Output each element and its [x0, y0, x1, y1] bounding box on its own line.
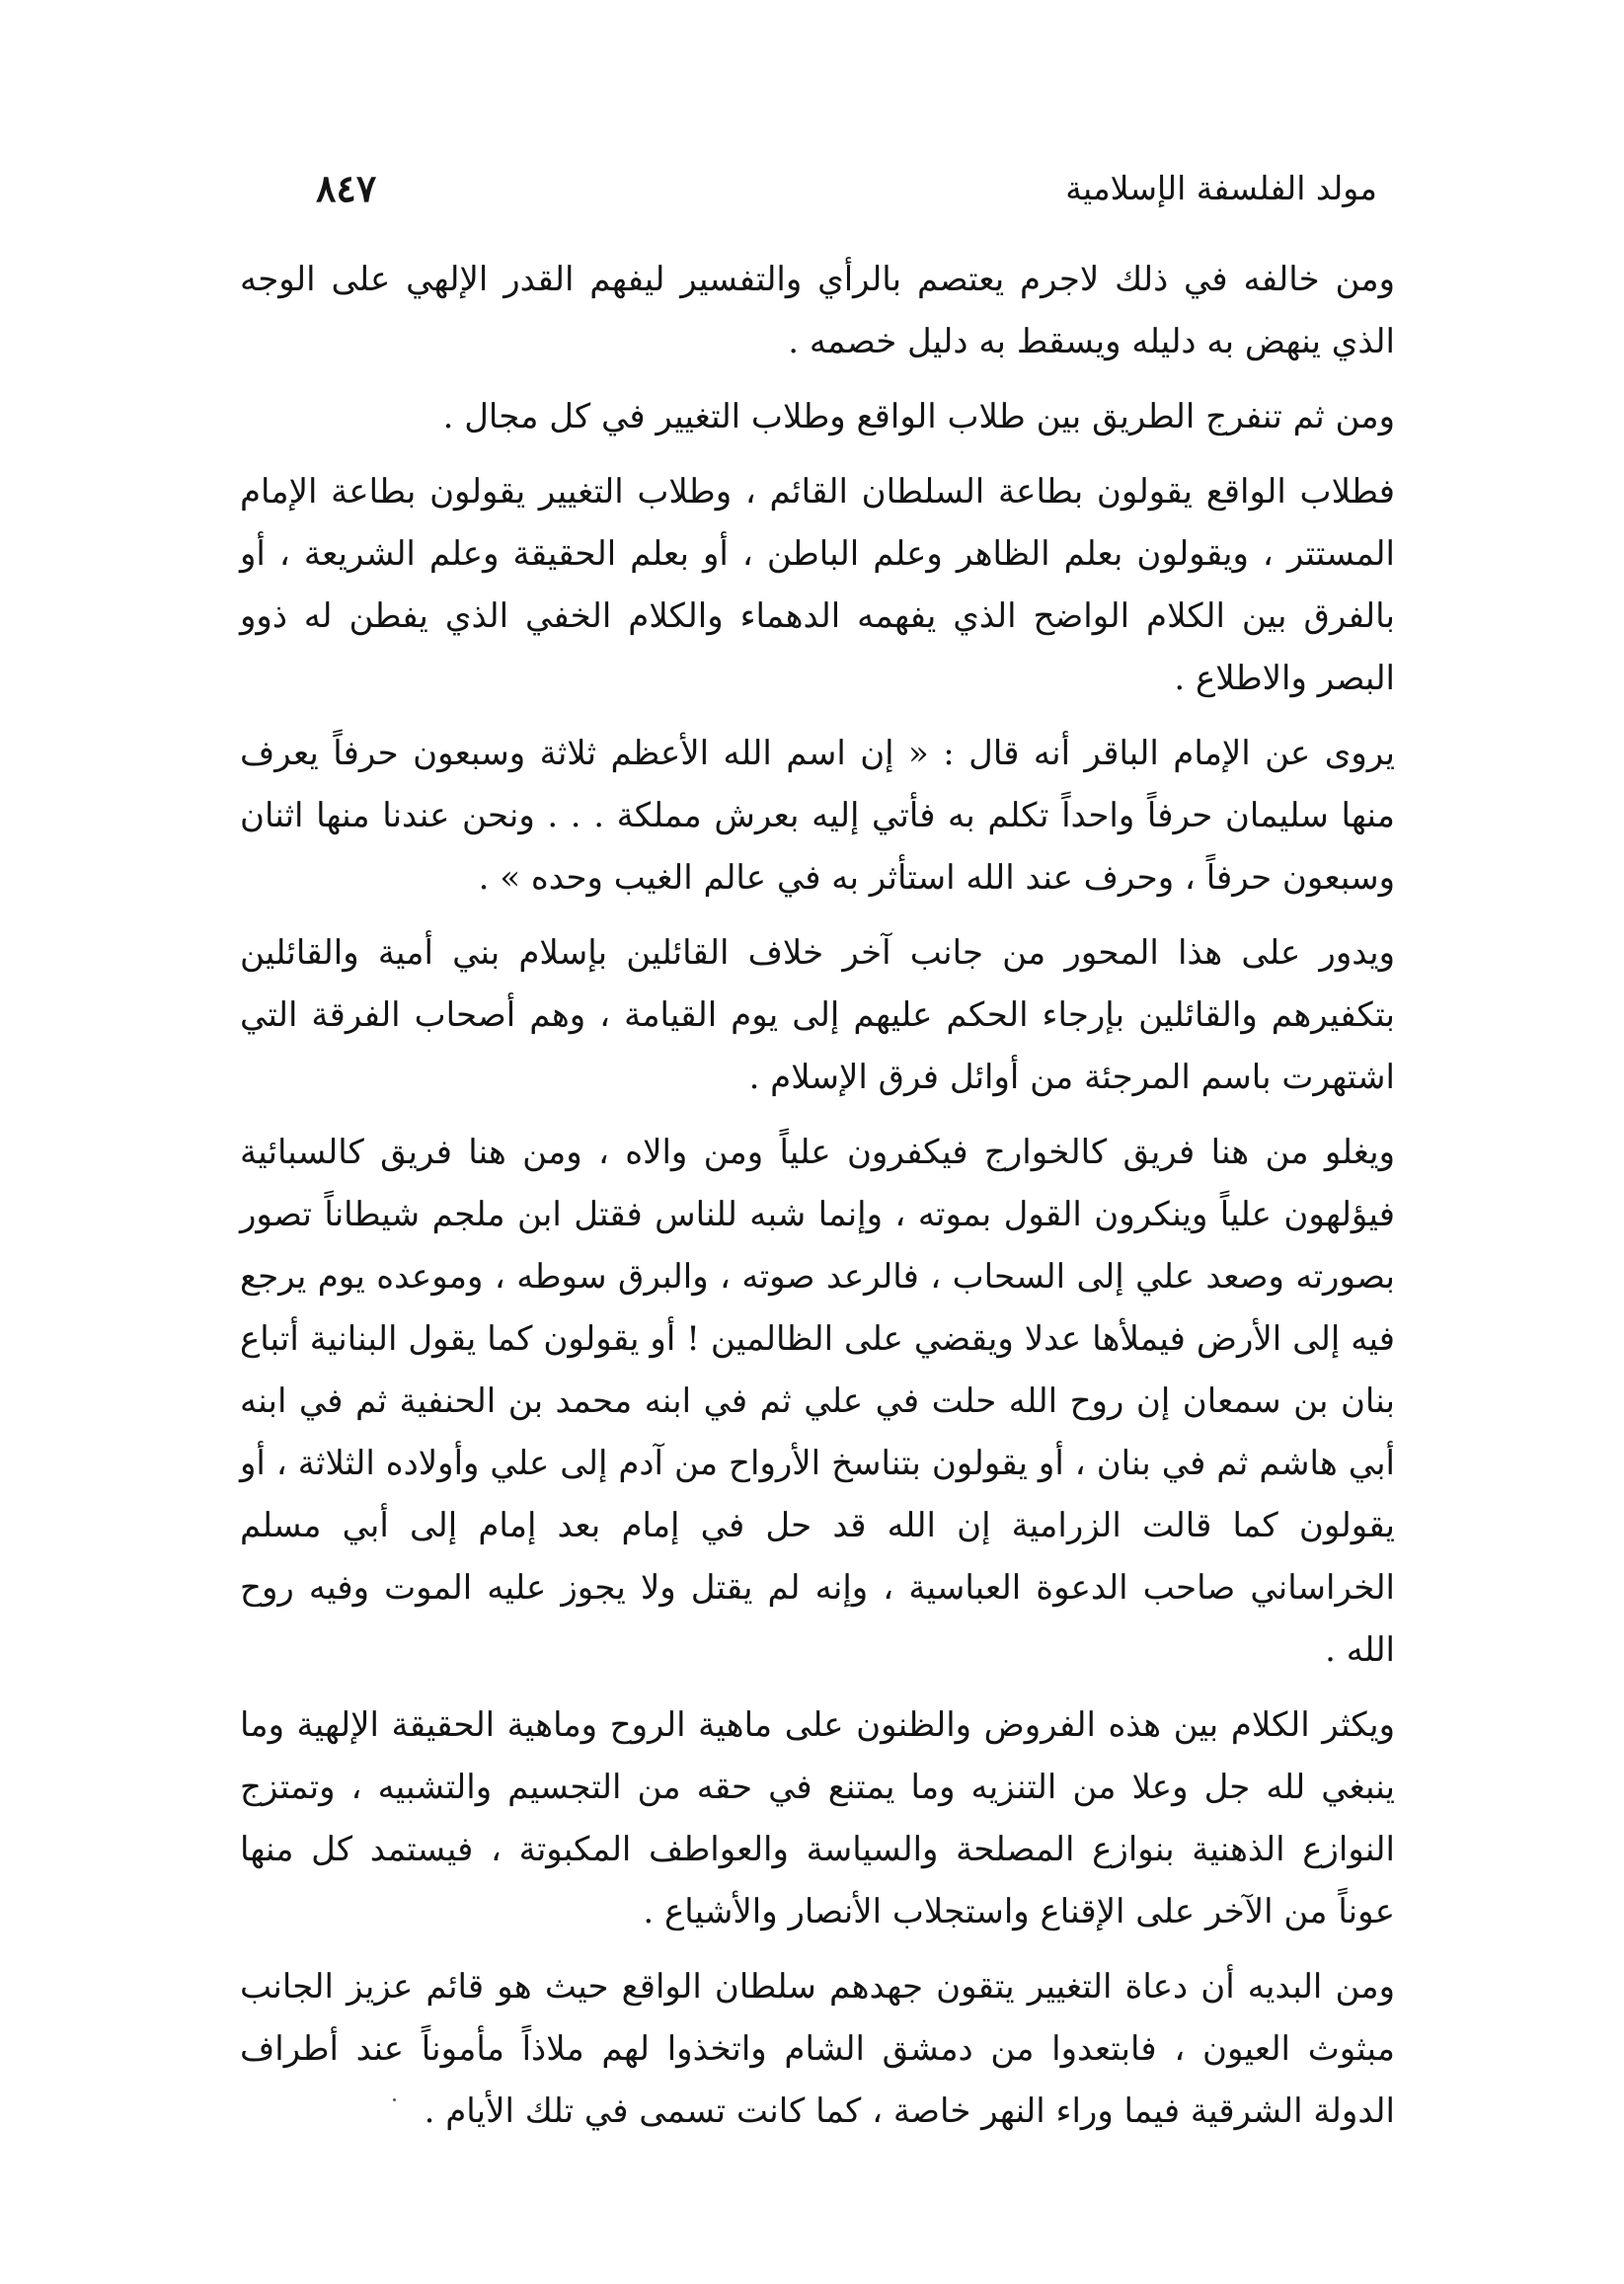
running-title: مولد الفلسفة الإسلامية — [1065, 168, 1377, 207]
paragraph: ومن خالفه في ذلك لاجرم يعتصم بالرأي والتفسير ليفهم القدر الإلهي على الوجه الذي ينهض به دليله ويسقط به دليل خصمه . — [240, 260, 1395, 361]
page-number: ٨٤٧ — [316, 165, 377, 210]
running-header — [316, 158, 1377, 217]
paragraph: ويدور على هذا المحور من جانب آخر خلاف القائلين بإسلام بني أمية والقائلين بتكفيرهم والقائلين بإرجاء الحكم عليهم إلى يوم القيامة ، وهم أصحاب الفرقة التي اشتهرت باسم المرجئة من أوائل فرق الإسلام . — [240, 933, 1395, 1097]
paragraph: ومن البديه أن دعاة التغيير يتقون جهدهم سلطان الواقع حيث هو قائم عزيز الجانب مبثوث العيون ، فابتعدوا من دمشق الشام واتخذوا لهم ملاذاً مأموناً عند أطراف الدولة الشرقية فيما وراء النهر خاصة ، كما كانت تسمى في تلك الأيام . — [240, 1967, 1395, 2131]
body-text — [240, 249, 1395, 2156]
paragraph: ومن ثم تنفرج الطريق بين طلاب الواقع وطلاب التغيير في كل مجال . — [442, 397, 1395, 436]
paragraph: يروى عن الإمام الباقر أنه قال : « إن اسم الله الأعظم ثلاثة وسبعون حرفاً يعرف منها سليمان حرفاً واحداً تكلم به فأتي إليه بعرش مملكة . . . ونحن عندنا منها اثنان وسبعون حرفاً ، وحرف عند الله استأثر به في عالم الغيب وحده » . — [240, 734, 1395, 898]
paragraph: ويغلو من هنا فريق كالخوارج فيكفرون علياً ومن والاه ، ومن هنا فريق كالسبائية فيؤلهون علياً وينكرون القول بموته ، وإنما شبه للناس فقتل ابن ملجم شيطاناً تصور بصورته وصعد علي إلى السحاب ، فالرعد صوته ، والبرق سوطه ، وموعده يوم يرجع فيه إلى الأرض فيملأها عدلا ويقضي على الظالمين ! أو يقولون كما يقول البنانية أتباع بنان بن سمعان إن روح الله حلت في علي ثم في ابنه محمد بن الحنفية ثم في ابنه أبي هاشم ثم في بنان ، أو يقولون بتناسخ الأرواح من آدم إلى علي وأولاده الثلاثة ، أو يقولون كما قالت الزرامية إن الله قد حل في إمام بعد إمام إلى أبي مسلم الخراساني صاحب الدعوة العباسية ، وإنه لم يقتل ولا يجوز عليه الموت وفيه روح الله . — [240, 1133, 1395, 1670]
paragraph: ويكثر الكلام بين هذه الفروض والظنون على ماهية الروح وماهية الحقيقة الإلهية وما ينبغي لله جل وعلا من التنزيه وما يمتنع في حقه من التجسيم والتشبيه ، وتمتزج النوازع الذهنية بنوازع المصلحة والسياسة والعواطف المكبوتة ، فيستمد كل منها عوناً من الآخر على الإقناع واستجلاب الأنصار والأشياع . — [240, 1705, 1395, 1931]
paragraph: فطلاب الواقع يقولون بطاعة السلطان القائم ، وطلاب التغيير يقولون بطاعة الإمام المستتر ، ويقولون بعلم الظاهر وعلم الباطن ، أو بعلم الحقيقة وعلم الشريعة ، أو بالفرق بين الكلام الواضح الذي يفهمه الدهماء والكلام الخفي الذي يفطن له ذوو البصر والاطلاع . — [240, 472, 1395, 698]
scan-speck — [393, 2098, 396, 2101]
